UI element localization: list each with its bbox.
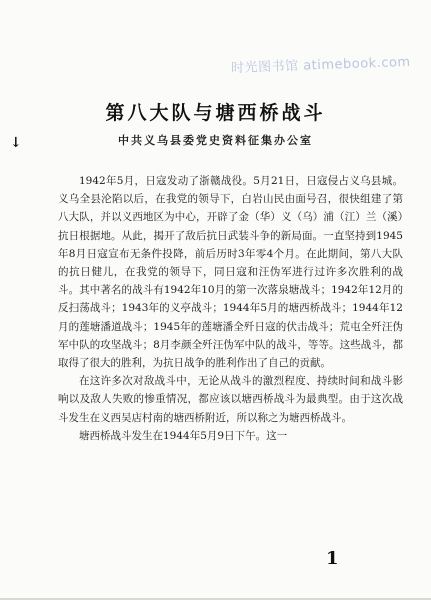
paragraph-1: 1942年5月，日寇发动了浙赣战役。5月21日，日寇侵占义乌县城。义乌全县沦陷以后，在我党的领导下，白岩山民由面号召，很快组建了第八大队，并以义西地区为中心，开辟了金（华）义（乌）浦（江）兰（溪）抗日根据地。从此，揭开了敌后抗日武装斗争的新局面。一直坚持到1945年8月日寇宣布无条件投降，前后历时3年零4个月。在此期间，第八大队的抗日健儿，在我党的领导下，同日寇和汪伪军进行过许多次胜利的战斗。其中著名的战斗有1942年10月的第一次落泉塘战斗；1942年12月的反扫荡战斗；1943年的义亭战斗；1944年5月的塘西桥战斗；1944年12月的莲塘潘道战斗；1945年的莲塘潘全歼日寇的伏击战斗；荒屯全歼汪伪军中队的攻坚战斗；8月李颜全歼汪伪军中队的战斗，等等。这些战斗，都取得了很大的胜利，为抗日战争的胜利作出了自己的贡献。 [58,175,403,370]
paragraph-2: 在这许多次对敌战斗中，无论从战斗的激烈程度、持续时间和战斗影响以及敌人失败的惨重情况，都应该以塘西桥战斗为最典型。由于这次战斗发生在义西吴店村南的塘西桥附近，所以称之为塘西桥战斗。 [58,375,403,424]
paragraph-3: 塘西桥战斗发生在1944年5月9日下午。这一 [79,429,288,442]
document-title: 第八大队与塘西桥战斗 [105,102,326,124]
margin-mark: ↓ [10,135,22,151]
document-author: 中共义乌县委党史资料征集办公室 [118,134,313,147]
watermark: 时光图书馆 atimebook.com [231,54,412,77]
page-number: 1 [326,548,339,569]
document-body [58,172,403,445]
